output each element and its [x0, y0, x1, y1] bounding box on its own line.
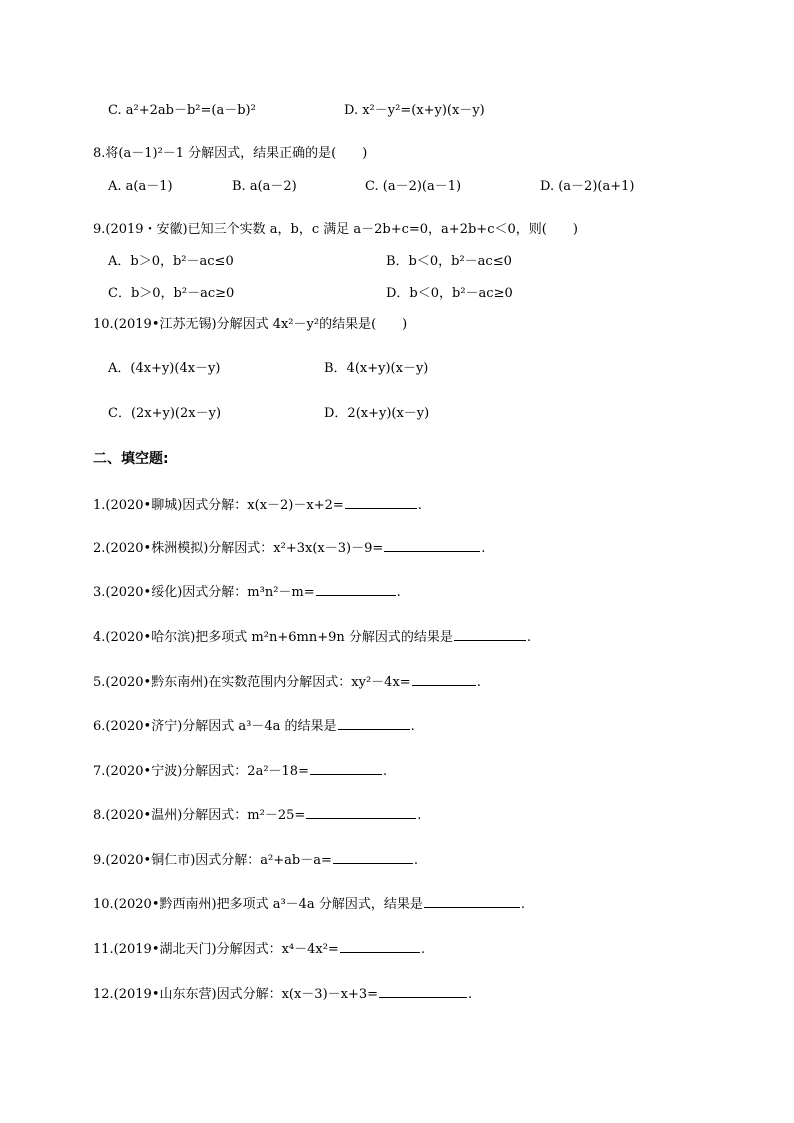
answer-blank[interactable] — [379, 984, 467, 998]
q9-option-b: B．b＜0，b²－ac≤0 — [386, 254, 512, 269]
fill-item-7 — [93, 761, 387, 781]
fill-item-text: 5.(2020•黔东南州)在实数范围内分解因式：xy²－4x= — [93, 675, 411, 690]
fill-item-end: . — [526, 630, 532, 645]
section-title-fill-in: 二、填空题: — [93, 451, 169, 467]
q8-option-b: B. a(a－2) — [232, 179, 297, 194]
answer-blank[interactable] — [310, 761, 382, 775]
fill-item-4 — [93, 627, 531, 647]
fill-item-5 — [93, 672, 481, 692]
fill-item-end: . — [413, 853, 419, 868]
q9-option-d: D．b＜0，b²－ac≥0 — [386, 286, 513, 301]
q7-option-c: C. a²+2ab－b²=(a－b)² — [108, 103, 256, 118]
q10-option-a: A．(4x+y)(4x－y) — [108, 361, 221, 376]
fill-item-text: 3.(2020•绥化)因式分解：m³n²－m= — [93, 585, 315, 600]
q8-option-c: C. (a－2)(a－1) — [365, 179, 462, 194]
fill-item-text: 6.(2020•济宁)分解因式 a³－4a 的结果是 — [93, 719, 337, 734]
fill-item-end: . — [468, 987, 473, 1002]
answer-blank[interactable] — [384, 538, 480, 552]
fill-item-text: 12.(2019•山东东营)因式分解：x(x－3)－x+3= — [93, 987, 379, 1002]
fill-item-6 — [93, 716, 415, 736]
answer-blank[interactable] — [412, 672, 476, 686]
q8-option-a: A. a(a－1) — [108, 179, 173, 194]
fill-item-end: . — [396, 585, 401, 600]
fill-item-text: 4.(2020•哈尔滨)把多项式 m²n+6mn+9n 分解因式的结果是 — [93, 630, 453, 645]
q10-option-b: B．4(x+y)(x－y) — [324, 361, 429, 376]
fill-item-text: 2.(2020•株洲模拟)分解因式：x²+3x(x－3)－9= — [93, 541, 384, 556]
fill-item-text: 8.(2020•温州)分解因式：m²－25= — [93, 808, 306, 823]
fill-item-text: 9.(2020•铜仁市)因式分解：a²+ab－a= — [93, 853, 332, 868]
q8-option-d: D. (a－2)(a+1) — [540, 179, 635, 194]
fill-item-end: . — [476, 675, 481, 690]
fill-item-9 — [93, 850, 418, 870]
fill-item-1 — [93, 495, 422, 515]
fill-item-text: 10.(2020•黔西南州)把多项式 a³－4a 分解因式，结果是 — [93, 897, 423, 912]
answer-blank[interactable] — [306, 805, 416, 819]
q9-stem: 9.(2019・安徽)已知三个实数 a，b，c 满足 a－2b+c=0，a+2b+c＜0，则( ) — [93, 222, 578, 237]
fill-item-text: 7.(2020•宁波)分解因式：2a²－18= — [93, 764, 309, 779]
q7-option-d: D. x²－y²=(x+y)(x－y) — [344, 103, 485, 118]
answer-blank[interactable] — [333, 850, 413, 864]
q8-stem: 8.将(a－1)²－1 分解因式，结果正确的是( ) — [93, 146, 368, 161]
fill-item-text: 1.(2020•聊城)因式分解：x(x－2)－x+2= — [93, 498, 344, 513]
fill-item-end: . — [520, 897, 525, 912]
fill-item-11 — [93, 939, 425, 959]
fill-item-end: . — [481, 541, 486, 556]
fill-item-end: . — [382, 764, 388, 779]
fill-item-end: . — [417, 498, 422, 513]
answer-blank[interactable] — [424, 894, 520, 908]
answer-blank[interactable] — [338, 716, 410, 730]
fill-item-2 — [93, 538, 485, 558]
fill-item-10 — [93, 894, 525, 914]
fill-item-end: . — [420, 942, 425, 957]
fill-item-8 — [93, 805, 421, 825]
q10-option-d: D．2(x+y)(x－y) — [324, 406, 430, 421]
answer-blank[interactable] — [454, 627, 526, 641]
q10-option-c: C．(2x+y)(2x－y) — [108, 406, 222, 421]
fill-item-end: . — [410, 719, 415, 734]
q9-option-c: C．b＞0，b²－ac≥0 — [108, 286, 235, 301]
q10-stem: 10.(2019•江苏无锡)分解因式 4x²－y²的结果是( ) — [93, 317, 408, 332]
answer-blank[interactable] — [316, 582, 396, 596]
answer-blank[interactable] — [345, 495, 417, 509]
fill-item-3 — [93, 582, 401, 602]
fill-item-text: 11.(2019•湖北天门)分解因式：x⁴－4x²= — [93, 942, 339, 957]
q9-option-a: A．b＞0，b²－ac≤0 — [108, 254, 234, 269]
answer-blank[interactable] — [340, 939, 420, 953]
fill-item-end: . — [417, 808, 422, 823]
fill-item-12 — [93, 984, 472, 1004]
